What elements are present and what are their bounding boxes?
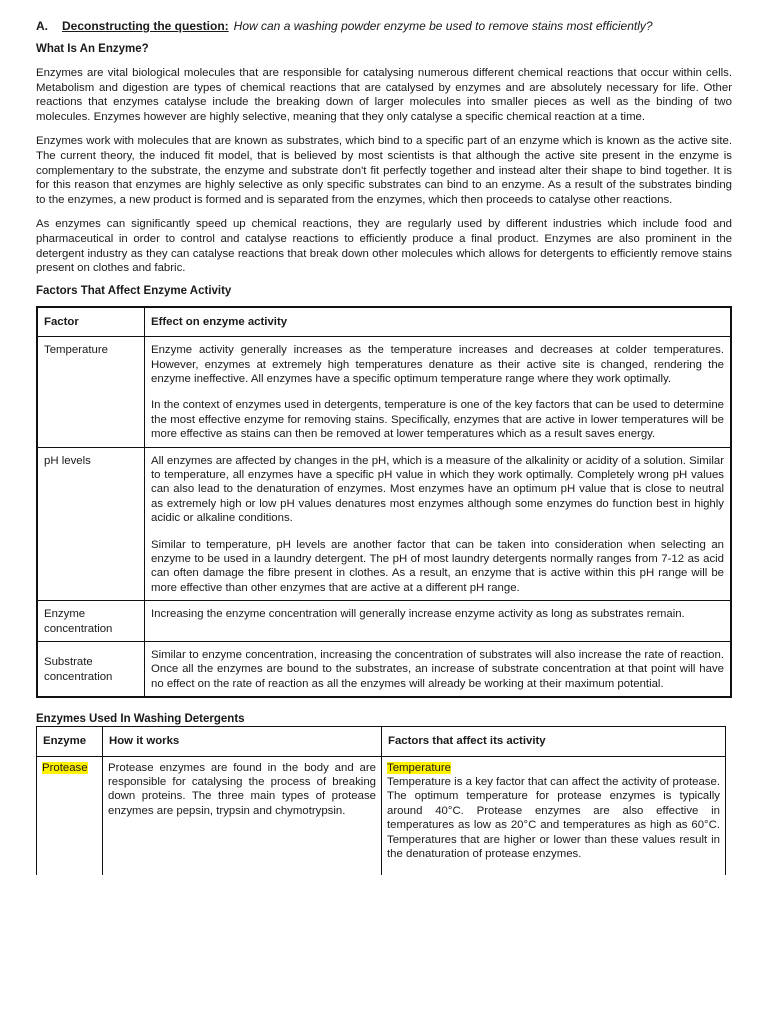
factors-table	[36, 306, 732, 699]
enzyme-cell	[37, 756, 103, 875]
header-how: How it works	[103, 727, 382, 756]
header-enzyme: Enzyme	[37, 727, 103, 756]
intro-paragraph-1: Enzymes are vital biological molecules that are responsible for catalysing numerous different chemical reactions that occur within cells. Metabolism and digestion are types of chemical reactions that are catalysed by enzymes and are absolutely necessary for life. Other reactions that enzymes catalyse include the breaking down of larger molecules into smaller pieces as well as the binding of two molecules. Enzymes however are highly selective, meaning that they only catalyse a specific chemical reaction at a time.	[36, 67, 732, 123]
effect-cell	[145, 642, 732, 698]
table-row	[37, 642, 731, 698]
effect-paragraph: Similar to enzyme concentration, increasing the concentration of substrates will also increase the rate of reaction. Once all the enzymes are bound to the substrates, an increase of substrate concentration at that point will have no effect on the rate of reaction as all the enzymes will already be working at their maximum potential.	[151, 649, 724, 690]
factors-cell	[382, 756, 726, 875]
document-page	[36, 18, 732, 875]
factor-text: Temperature is a key factor that can affect the activity of protease. The optimum temperature for protease enzymes is typically around 40°C. Protease enzymes are also effective in temperatures as low as 20°C and temperatures as high as 60°C. Temperatures that are higher or lower than these values result in the denaturation of protease enzymes.	[387, 776, 720, 861]
table-row	[37, 447, 731, 601]
table-row	[37, 601, 731, 642]
effect-cell	[145, 447, 732, 601]
factor-cell: Enzyme concentration	[37, 601, 145, 642]
header-effect: Effect on enzyme activity	[145, 307, 732, 337]
table-row	[37, 756, 726, 875]
how-cell: Protease enzymes are found in the body and are responsible for catalysing the process of breaking down proteins. The three main types of protease enzymes are pepsin, trypsin and chymotrypsin.	[103, 756, 382, 875]
section-letter: A.	[36, 19, 48, 33]
table-row	[37, 337, 731, 447]
factor-cell: Substrate concentration	[37, 642, 145, 698]
factor-cell: Temperature	[37, 337, 145, 447]
effect-paragraph: In the context of enzymes used in detergents, temperature is one of the key factors that can be used to determine the most effective enzyme for removing stains. Specifically, enzymes that are active in lower temperatures will be more effective as stains can then be removed at lower temperatures which as a result saves energy.	[151, 399, 724, 441]
enzymes-table	[36, 726, 726, 874]
section-heading	[36, 18, 732, 34]
header-factor: Factor	[37, 307, 145, 337]
effect-paragraph: Similar to temperature, pH levels are another factor that can be taken into consideration when selecting an enzyme to be used in a laundry detergent. The pH of most laundry detergents normally ranges from 7-12 as acid can often damage the fibre present in clothes. As a result, an enzyme that is active within this pH range will be more effective than other enzymes that are active at a different pH range.	[151, 538, 724, 594]
effect-paragraph: Enzyme activity generally increases as the temperature increases and decreases at colder temperatures. However, enzymes at extremely high temperatures denature as their active site is changed, rendering the enzyme ineffective. All enzymes have a specific optimum temperature range where they work optimally.	[151, 344, 724, 385]
factor-title-highlight: Temperature	[387, 761, 451, 774]
intro-paragraph-2: Enzymes work with molecules that are known as substrates, which bind to a specific part of an enzyme which is known as the active site. The current theory, the induced fit model, that is believed by most scientists is that although the active site present in the enzyme is complementary to the substrate, the enzyme and substrate don't fit perfectly together and instead alter their shape to bind together. It is for this reason that enzymes are highly selective as only specific substrates can bind to an enzyme. As a result of the substrates binding to the enzymes, a new product is formed and is separated from the enzymes, which then proceeds to catalyse other reactions.	[36, 135, 732, 206]
what-is-enzyme-title: What Is An Enzyme?	[36, 43, 149, 55]
section-question: How can a washing powder enzyme be used to remove stains most efficiently?	[233, 19, 653, 33]
effect-paragraph: All enzymes are affected by changes in the pH, which is a measure of the alkalinity or acidity of a solution. Similar to temperature, all enzymes have a specific pH value in which they work optimally. Completely wrong pH values can also lead to the denaturation of enzymes. Most enzymes have an optimum pH value that is close to neutral as extremely high or low pH values denatures most enzymes although some enzymes do function best in highly acidic or alkaline conditions.	[151, 454, 724, 525]
factor-cell: pH levels	[37, 447, 145, 601]
effect-cell	[145, 337, 732, 447]
enzyme-name-highlight: Protease	[42, 761, 88, 774]
effect-cell	[145, 601, 732, 642]
effect-paragraph: Increasing the enzyme concentration will generally increase enzyme activity as long as substrates remain.	[151, 608, 685, 621]
header-factors: Factors that affect its activity	[382, 727, 726, 756]
enzymes-title: Enzymes Used In Washing Detergents	[36, 713, 245, 726]
section-label: Deconstructing the question:	[62, 19, 229, 33]
factors-title: Factors That Affect Enzyme Activity	[36, 284, 232, 297]
table-header-row	[37, 727, 726, 756]
intro-paragraph-3: As enzymes can significantly speed up chemical reactions, they are regularly used by different industries which include food and pharmaceutical in order to control and catalyse reactions to efficiently produce a final product. Enzymes are also prominent in the detergent industry as they can catalyse reactions that break down other molecules which allows for detergents to efficiently remove stains present on clothes and fabric.	[36, 218, 732, 275]
table-header-row	[37, 307, 731, 337]
